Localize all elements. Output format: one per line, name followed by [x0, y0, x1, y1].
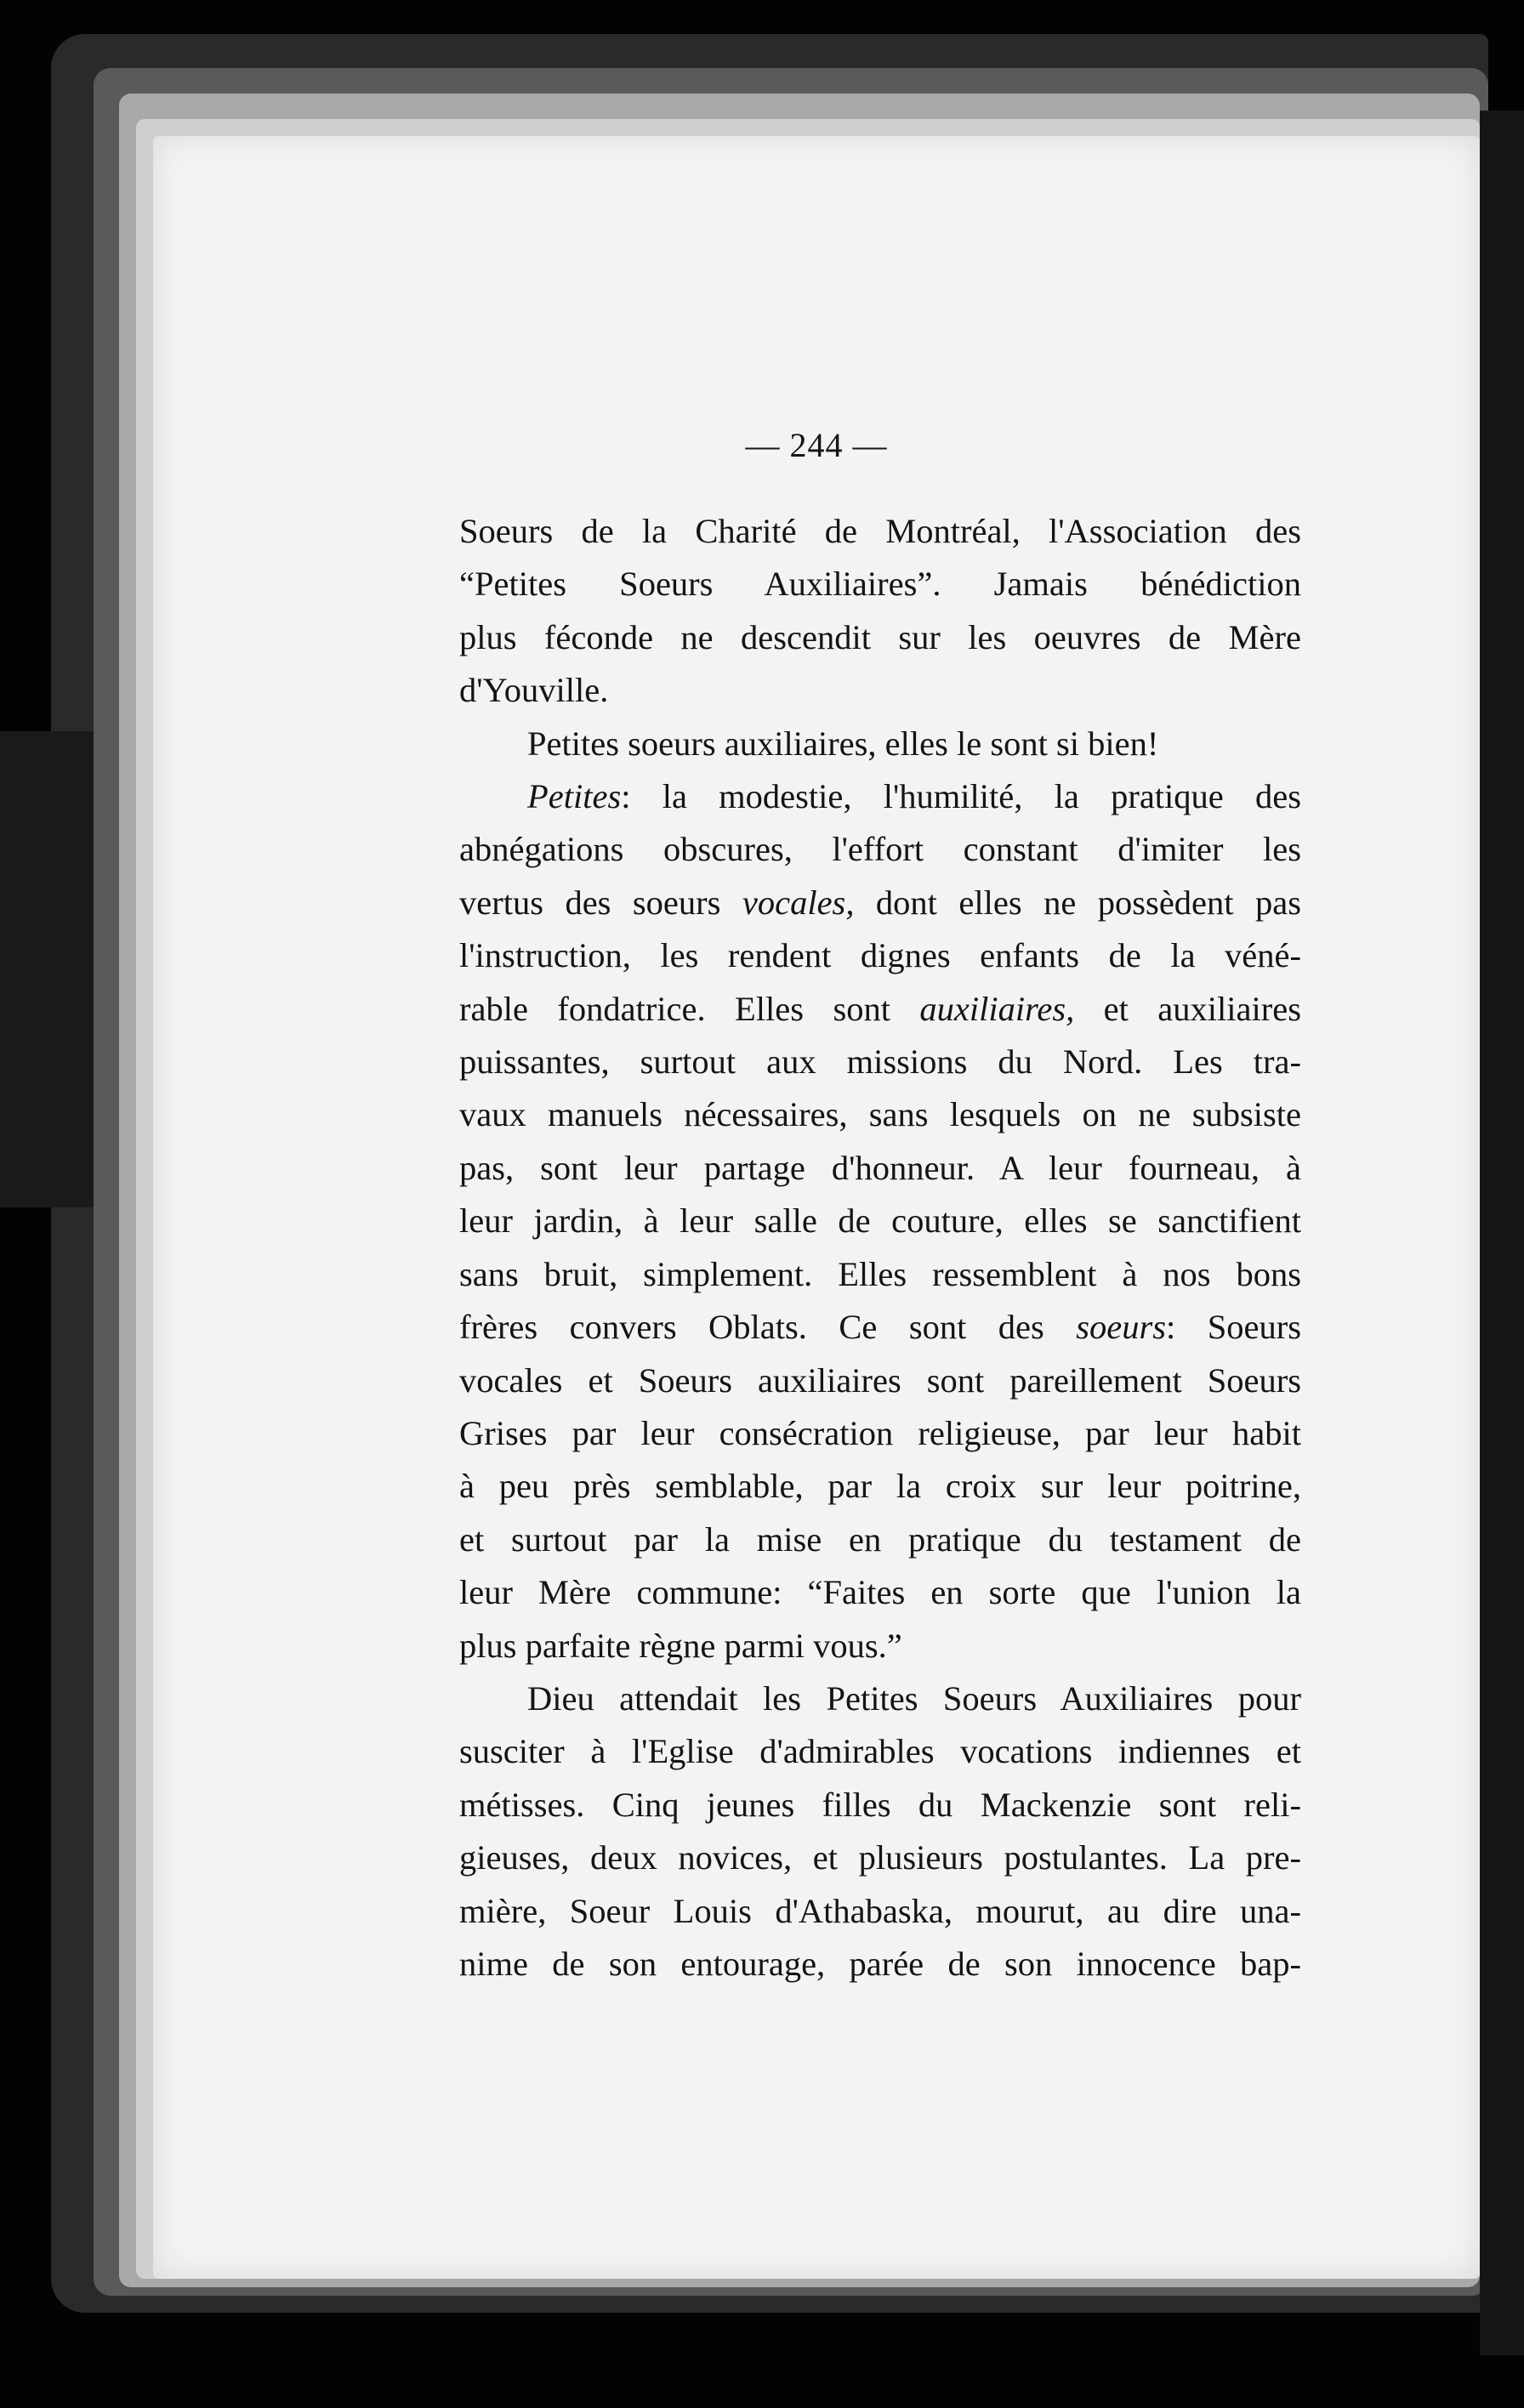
text-line: Dieu attendait les Petites Soeurs Auxiliaires pour	[527, 1678, 1301, 1718]
emphasis: Petites	[527, 777, 622, 816]
text-line: et surtout par la mise en pratique du testament de	[459, 1519, 1301, 1559]
paragraph	[459, 1673, 1301, 1991]
text-line: vaux manuels nécessaires, sans lesquels on ne subsiste	[459, 1095, 1301, 1134]
text-fragment: vertus des soeurs	[459, 883, 742, 922]
text-line: vocales et Soeurs auxiliaires sont pareillement Soeurs	[459, 1360, 1301, 1400]
text-line	[459, 877, 1301, 929]
text-line: susciter à l'Eglise d'admirables vocations indiennes et	[459, 1732, 1301, 1771]
scanner-right-edge	[1480, 111, 1524, 2355]
text-line: puissantes, surtout aux missions du Nord. Les tra-	[459, 1042, 1301, 1082]
page-number: — 244 —	[745, 426, 888, 464]
emphasis: vocales,	[742, 883, 855, 922]
paragraph	[459, 505, 1301, 718]
text-fragment: rable fondatrice. Elles sont	[459, 989, 920, 1028]
paragraph	[459, 770, 1301, 1673]
paragraph	[459, 718, 1301, 770]
text-fragment: et auxiliaires	[1074, 989, 1301, 1028]
text-line: à peu près semblable, par la croix sur leur poitrine,	[459, 1467, 1301, 1506]
text-line: plus féconde ne descendit sur les oeuvres de Mère	[459, 617, 1301, 656]
text-line: pas, sont leur partage d'honneur. A leur fourneau, à	[459, 1148, 1301, 1187]
emphasis: soeurs	[1076, 1308, 1167, 1347]
text-line: Petites soeurs auxiliaires, elles le sont si bien!	[527, 724, 1159, 763]
text-line	[459, 770, 1301, 823]
text-fragment: : Soeurs	[1166, 1308, 1301, 1347]
text-line: “Petites Soeurs Auxiliaires”. Jamais bénédiction	[459, 565, 1301, 604]
text-line: gieuses, deux novices, et plusieurs postulantes. La pre-	[459, 1838, 1301, 1877]
text-line: plus parfaite règne parmi vous.”	[459, 1626, 902, 1665]
text-line: l'instruction, les rendent dignes enfants de la véné-	[459, 936, 1301, 975]
text-line: Grises par leur consécration religieuse, par leur habit	[459, 1413, 1301, 1452]
text-line: d'Youville.	[459, 671, 609, 710]
text-line	[459, 983, 1301, 1036]
text-line: nime de son entourage, parée de son innocence bap-	[459, 1944, 1301, 1983]
text-line	[459, 1301, 1301, 1354]
text-fragment: dont elles ne possèdent pas	[854, 883, 1301, 922]
text-line: abnégations obscures, l'effort constant d'imiter les	[459, 830, 1301, 869]
text-line: mière, Soeur Louis d'Athabaska, mourut, au dire una-	[459, 1891, 1301, 1930]
book-spine-shadow	[0, 731, 102, 1207]
text-line: Soeurs de la Charité de Montréal, l'Association des	[459, 512, 1301, 550]
text-line: métisses. Cinq jeunes filles du Mackenzie sont reli-	[459, 1785, 1301, 1824]
text-fragment: : la modestie, l'humilité, la pratique des	[621, 777, 1301, 816]
text-line: sans bruit, simplement. Elles ressemblent à nos bons	[459, 1254, 1301, 1293]
emphasis: auxiliaires,	[919, 989, 1075, 1028]
text-line: leur jardin, à leur salle de couture, elles se sanctifient	[459, 1201, 1301, 1241]
text-fragment: frères convers Oblats. Ce sont des	[459, 1308, 1077, 1347]
page-text	[459, 505, 1301, 1991]
text-line: leur Mère commune: “Faites en sorte que l'union la	[459, 1573, 1301, 1612]
